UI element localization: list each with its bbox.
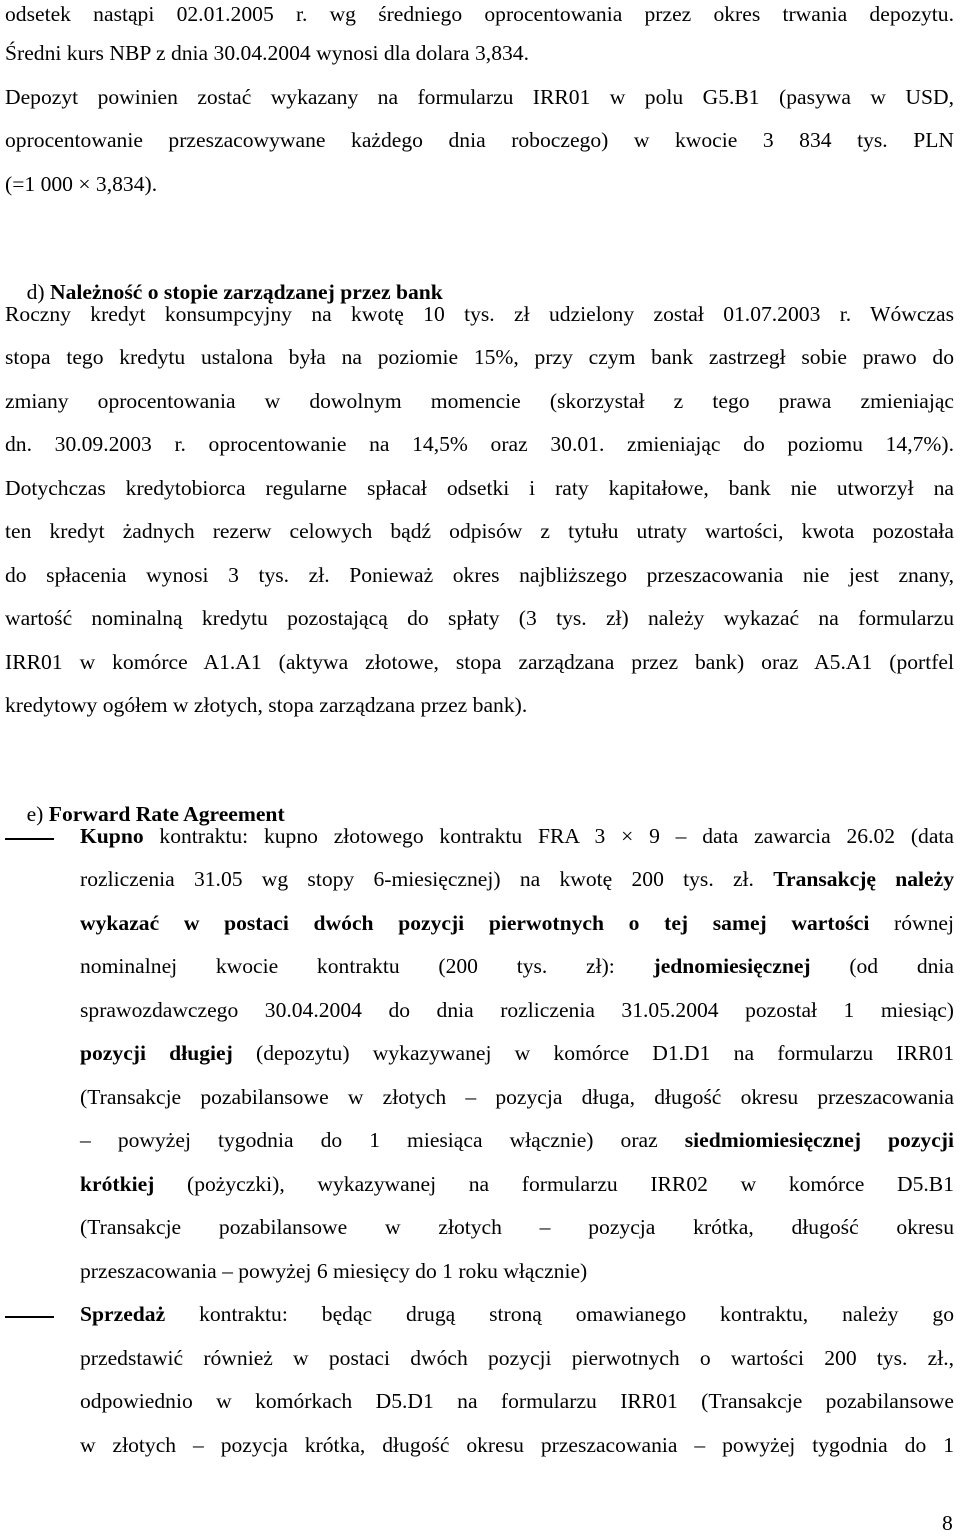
section-d-title: Należność o stopie zarządzanej przez bank — [49, 279, 443, 304]
section-d-line-4: dn. 30.09.2003 r. oprocentowanie na 14,5% oraz 30.01. zmieniając do poziomu 14,7%). — [5, 432, 954, 456]
item-2-line-2: przedstawić również w postaci dwóch pozycji pierwotnych o wartości 200 tys. zł., — [80, 1346, 954, 1370]
section-d-line-9: IRR01 w komórce A1.A1 (aktywa złotowe, stopa zarządzana przez bank) oraz A5.A1 (portfel — [5, 650, 954, 674]
item-1-line-6: pozycji długiej (depozytu) wykazywanej w komórce D1.D1 na formularzu IRR01 — [80, 1041, 955, 1065]
section-d-line-5: Dotychczas kredytobiorca regularne spłacał odsetki i raty kapitałowe, bank nie utworzył na — [5, 476, 954, 500]
item-1-line-8: – powyżej tygodnia do 1 miesiąca włącznie) oraz siedmiomiesięcznej pozycji — [80, 1128, 954, 1152]
section-d-line-6: ten kredyt żadnych rezerw celowych bądź odpisów z tytułu utraty wartości, kwota pozostała — [5, 519, 954, 543]
intro-line-3: Depozyt powinien zostać wykazany na formularzu IRR01 w polu G5.B1 (pasywa w USD, — [5, 85, 954, 109]
section-e-prefix: e) — [26, 801, 49, 826]
intro-line-4: oprocentowanie przeszacowywane każdego dnia roboczego) w kwocie 3 834 tys. PLN — [5, 128, 954, 152]
item-1-line-5: sprawozdawczego 30.04.2004 do dnia rozliczenia 31.05.2004 pozostał 1 miesiąc) — [80, 998, 954, 1022]
intro-line-1: odsetek nastąpi 02.01.2005 r. wg średniego oprocentowania przez okres trwania depozytu. — [5, 2, 954, 26]
item-2-line-1: Sprzedaż kontraktu: będąc drugą stroną omawianego kontraktu, należy go — [80, 1302, 954, 1326]
section-d-line-2: stopa tego kredytu ustalona była na poziomie 15%, przy czym bank zastrzegł sobie prawo do — [5, 345, 954, 369]
item-1-line-1: Kupno kontraktu: kupno złotowego kontraktu FRA 3 × 9 – data zawarcia 26.02 (data — [80, 824, 954, 848]
section-d-line-10: kredytowy ogółem w złotych, stopa zarządzana przez bank). — [5, 693, 528, 717]
section-d-line-3: zmiany oprocentowania w dowolnym momencie (skorzystał z tego prawa zmieniając — [5, 389, 954, 413]
item-1-line-7: (Transakcje pozabilansowe w złotych – pozycja długa, długość okresu przeszacowania — [80, 1085, 954, 1109]
item-1-line-9: krótkiej (pożyczki), wykazywanej na formularzu IRR02 w komórce D5.B1 — [80, 1172, 954, 1196]
item-2-line-4: w złotych – pozycja krótka, długość okresu przeszacowania – powyżej tygodnia do 1 — [80, 1433, 954, 1457]
item-1-line-4: nominalnej kwocie kontraktu (200 tys. zł): jednomiesięcznej (od dnia — [80, 954, 954, 978]
page-number: 8 — [942, 1511, 953, 1535]
intro-line-5: (=1 000 × 3,834). — [5, 172, 158, 196]
item-1-line-2: rozliczenia 31.05 wg stopy 6-miesięcznej) na kwotę 200 tys. zł. Transakcję należy — [80, 867, 954, 891]
section-d-line-8: wartość nominalną kredytu pozostającą do spłaty (3 tys. zł) należy wykazać na formularzu — [5, 606, 954, 630]
section-e-title: Forward Rate Agreement — [48, 801, 285, 826]
intro-line-2: Średni kurs NBP z dnia 30.04.2004 wynosi dla dolara 3,834. — [5, 41, 529, 65]
item-1-line-10: (Transakcje pozabilansowe w złotych – pozycja krótka, długość okresu — [80, 1215, 954, 1239]
item-2-dash — [5, 1316, 54, 1318]
item-1-dash — [5, 838, 54, 840]
item-1-line-11: przeszacowania – powyżej 6 miesięcy do 1 roku włącznie) — [80, 1259, 588, 1283]
item-2-line-3: odpowiednio w komórkach D5.D1 na formularzu IRR01 (Transakcje pozabilansowe — [80, 1389, 954, 1413]
section-d-prefix: d) — [26, 279, 50, 304]
item-1-line-3: wykazać w postaci dwóch pozycji pierwotnych o tej samej wartości równej — [80, 911, 954, 935]
section-d-line-1: Roczny kredyt konsumpcyjny na kwotę 10 tys. zł udzielony został 01.07.2003 r. Wówczas — [5, 302, 954, 326]
section-d-line-7: do spłacenia wynosi 3 tys. zł. Ponieważ okres najbliższego przeszacowania nie jest znany, — [5, 563, 954, 587]
